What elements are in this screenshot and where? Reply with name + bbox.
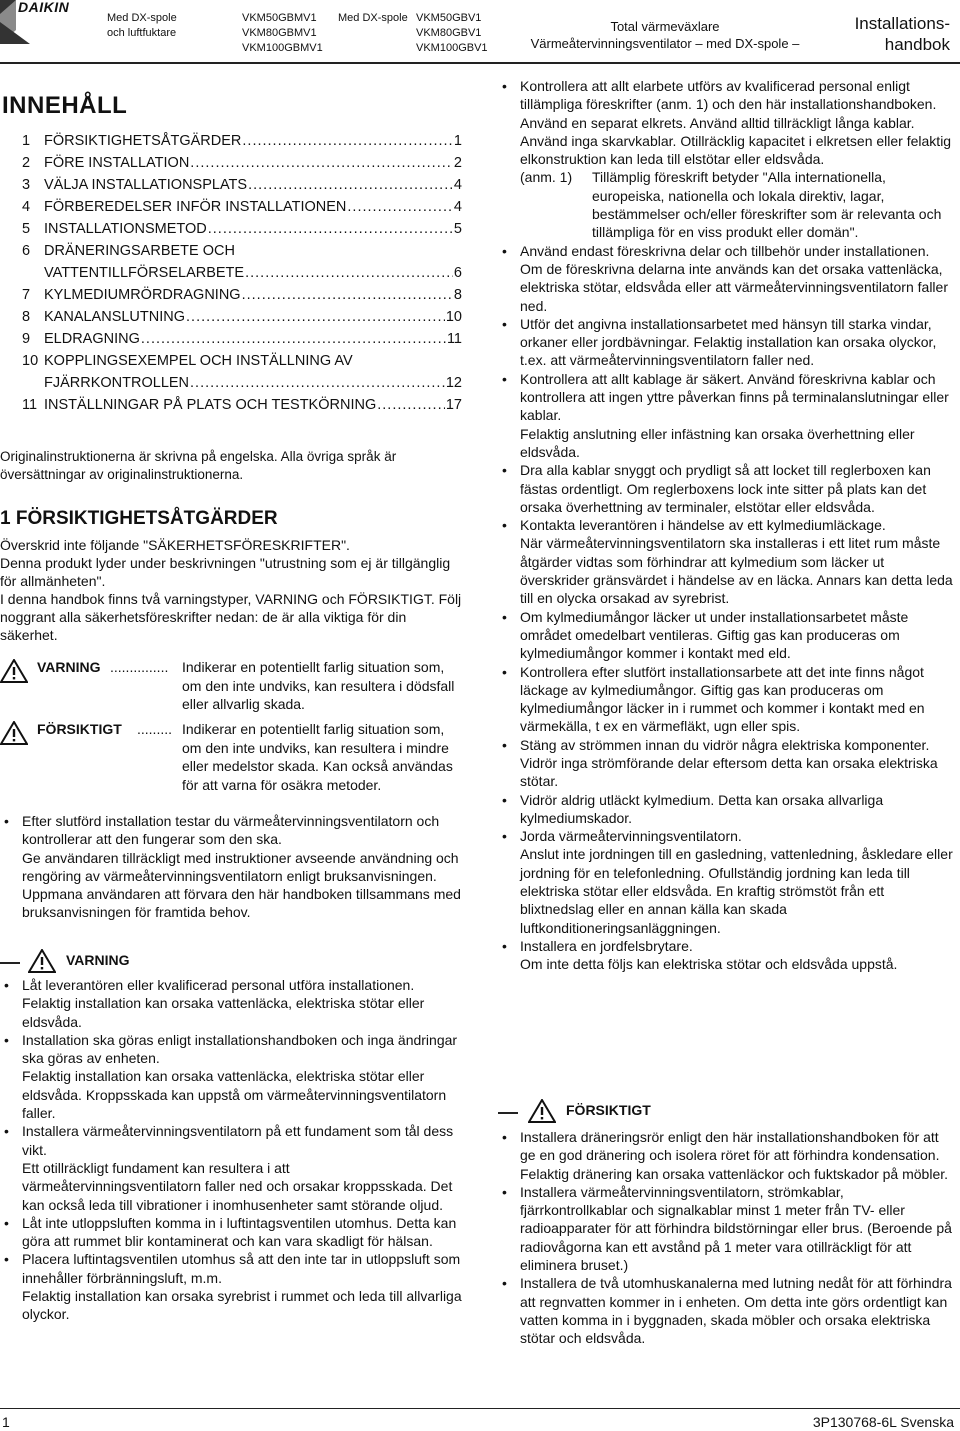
- toc-page: 5: [453, 221, 462, 237]
- toc-text: KOPPLINGSEXEMPEL OCH INSTÄLLNING AV: [44, 353, 353, 369]
- header-line: Värmeåtervinningsventilator – med DX-spole –: [530, 36, 800, 51]
- toc-text: ELDRAGNING: [44, 331, 140, 347]
- toc-leader: [208, 218, 453, 240]
- toc-num: 3: [22, 177, 31, 193]
- list-item: [498, 242, 953, 315]
- list-item-text: Låt leverantören eller kvalificerad personal utföra installationen. Felaktig installation kan orsaka vattenläcka, elektriska stötar eller eldsvåda.: [22, 977, 425, 1030]
- list-item-text: När värmeåtervinningsventilatorn ska installeras i ett litet rum måste åtgärder vidtas som förhindrar att kylmedium som läcker ut överskrider gränsvärdet i händelse av en läcka. Annars kan detta leda till en olycka orsakad av syrebrist.: [520, 535, 953, 607]
- heading-rule: [498, 1112, 518, 1114]
- toc-entry[interactable]: [22, 284, 462, 306]
- varning-list: [0, 976, 462, 1324]
- header-line: VKM80GBMV1: [242, 27, 317, 39]
- toc-title: INNEHÅLL: [2, 92, 128, 119]
- list-item: [0, 1031, 462, 1122]
- header-line: VKM50GBV1: [416, 12, 482, 24]
- header-line: VKM100GBMV1: [242, 42, 323, 54]
- section-title: 1 FÖRSIKTIGHETSÅTGÄRDER: [0, 508, 278, 529]
- toc-text: FÖRBEREDELSER INFÖR INSTALLATIONEN: [44, 199, 347, 215]
- toc-entry[interactable]: [22, 350, 462, 372]
- list-item-text: Felaktig installation kan orsaka vattenläcka, elektriska stötar eller eldsvåda. Kroppsskada kan uppstå om värmeåtervinningsventilatorn faller.: [22, 1068, 447, 1122]
- toc-text: VÄLJA INSTALLATIONSPLATS: [44, 177, 248, 193]
- toc-leader: [186, 306, 445, 328]
- toc-entry[interactable]: [22, 240, 462, 262]
- footnote-text: Tillämplig föreskrift betyder "Alla internationella, europeiska, nationella och lokala direktiv, lagar, bestämmelser och/eller föreskrifter som är relevanta och tillämpliga för en viss produkt eller domän".: [592, 169, 942, 241]
- list-item: [0, 1250, 462, 1323]
- list-item-text: Installera en jordfelsbrytare.: [520, 937, 693, 954]
- heading-rule: [0, 962, 20, 964]
- header-line: Total värmeväxlare: [610, 19, 720, 34]
- footer-rule: [0, 1408, 960, 1409]
- footnote: [498, 168, 953, 241]
- header-model-desc-2: [338, 11, 408, 26]
- list-item: [498, 370, 953, 461]
- list-item: [0, 1122, 462, 1213]
- toc-entry[interactable]: [22, 174, 462, 196]
- list-item-text: Installera värmeåtervinningsventilatorn, strömkablar, fjärrkontrollkablar och signalkablar minst 1 meter från TV- eller radioapparater för att förhindra bildstörningar eller brus. (Beroende på radiovågorna kan ett avstånd på 1 meter vara otillräckligt för att eliminera bruset.): [520, 1183, 952, 1274]
- header-line: VKM80GBV1: [416, 27, 482, 39]
- header-line: Installations-: [854, 14, 950, 33]
- toc-leader: [377, 394, 445, 416]
- paragraph: Överskrid inte följande "SÄKERHETSFÖRESKRIFTER".: [0, 537, 350, 553]
- toc-entry[interactable]: [22, 196, 462, 218]
- list-item-text: Utför det angivna installationsarbetet med hänsyn till starka vindar, orkaner eller jordbävningar. Felaktig installation kan orsaka olyckor, t.ex. att värmeåtervinningsventilatorn faller ned.: [520, 315, 937, 369]
- list-item-text: Kontrollera att allt kablage är säkert. Använd föreskrivna kablar och kontrollera att ingen yttre påverkan finns på terminalanslutningar eller kablar.: [520, 370, 949, 424]
- list-item: [498, 1128, 953, 1183]
- header-models-2: [416, 11, 488, 56]
- list-item-text: Kontrollera efter slutfört installationsarbete att det inte finns något läckage av kylmediumångor. Giftig gas kan produceras om kylmediumångor läcker in i rummet och kommer i kontakt med en värmekälla, t ex en värmefläkt, ugn eller spis.: [520, 663, 925, 735]
- list-item: [498, 608, 953, 663]
- list-item-text: Installera dräneringsrör enligt den här installationshandboken för att ge en god dränering och isolera röret för att förhindra kondensation. Felaktig dränering kan orsaka vattenläckor och fuktskador på möbler.: [520, 1129, 949, 1182]
- toc-entry[interactable]: [22, 130, 462, 152]
- toc-text: FÖRSIKTIGHETSÅTGÄRDER: [44, 133, 242, 149]
- toc-page: 2: [453, 155, 462, 171]
- list-item-text: Vidrör aldrig utläckt kylmedium. Detta kan orsaka allvarliga kylmediumskador.: [520, 791, 884, 826]
- toc-leader: [245, 262, 453, 284]
- definition-text: Indikerar en potentiellt farlig situation som, om den inte undviks, kan resultera i mindre eller medelstor skada. Kan också användas för att varna för osäkra metoder.: [182, 721, 453, 793]
- varning-heading: [0, 952, 470, 974]
- list-item-text: Om kylmediumångor läcker ut under installationsarbetet måste området omedelbart ventileras. Giftig gas kan produceras om kylmediumångor kommer i kontakt med eld.: [520, 608, 909, 662]
- table-of-contents: [22, 130, 462, 416]
- toc-text: FJÄRRKONTROLLEN: [44, 375, 190, 391]
- toc-text: FÖRE INSTALLATION: [44, 155, 190, 171]
- list-item-text: Anslut inte jordningen till en gasledning, vattenledning, åskledare eller jordning för en telefonledning. Ofullständig jordning kan leda till elektriska stötar eller eldsvåda. En kraftig strömstöt från ett blixtnedslag eller en annan källa kan skada luftkonditioneringsanläggningen.: [520, 846, 953, 936]
- list-item: [0, 812, 462, 922]
- header-line: och luftfuktare: [107, 27, 177, 39]
- toc-entry[interactable]: [22, 394, 462, 416]
- header-line: VKM100GBV1: [416, 42, 488, 54]
- toc-text: INSTÄLLNINGAR PÅ PLATS OCH TESTKÖRNING: [44, 397, 377, 413]
- list-item-text: Felaktig installation kan orsaka syrebrist i rummet och leda till allvarliga olyckor.: [22, 1288, 462, 1323]
- toc-leader: [242, 130, 453, 152]
- warning-triangle-icon: [28, 949, 56, 973]
- definition-forsiktigt: [0, 720, 470, 810]
- toc-text: KYLMEDIUMRÖRDRAGNING: [44, 287, 241, 303]
- definition-label: VARNING: [37, 659, 101, 675]
- toc-page: 17: [445, 397, 462, 413]
- toc-num: 11: [22, 397, 38, 413]
- toc-leader: [141, 328, 446, 350]
- toc-page: 1: [453, 133, 462, 149]
- toc-num: 7: [22, 287, 31, 303]
- list-item-text: Dra alla kablar snyggt och prydligt så att locket till reglerboxen kan fästas ordentligt. Om reglerboxens lock inte sitter på plats kan det orsaka överhettning av terminaler, elstötar eller eldsvåda.: [520, 462, 931, 515]
- toc-leader: [248, 174, 453, 196]
- header-line: handbok: [884, 35, 950, 54]
- list-item: [498, 791, 953, 828]
- header-models-1: [242, 11, 323, 56]
- toc-num: 1: [22, 133, 31, 149]
- toc-entry[interactable]: [22, 328, 462, 350]
- toc-num: 8: [22, 309, 31, 325]
- toc-num: 9: [22, 331, 31, 347]
- list-item-text: Om inte detta följs kan elektriska stötar och eldsvåda uppstå.: [520, 956, 898, 973]
- page-number: 1: [2, 1414, 10, 1430]
- toc-leader: [190, 152, 453, 174]
- forsiktigt-list: [498, 1128, 953, 1348]
- list-item: [0, 976, 462, 1031]
- toc-entry[interactable]: [22, 218, 462, 240]
- toc-leader: [347, 196, 453, 218]
- header-rule: [0, 62, 960, 64]
- header-line: Med DX-spole: [107, 12, 177, 24]
- list-item-text: Installera värmeåtervinningsventilatorn på ett fundament som tål dess vikt.: [22, 1123, 454, 1158]
- list-item: [498, 827, 953, 937]
- list-item-text: Kontakta leverantören i händelse av ett kylmediumläckage.: [520, 517, 886, 534]
- list-item: [498, 937, 953, 974]
- toc-num: 5: [22, 221, 31, 237]
- list-item: [0, 1214, 462, 1251]
- list-item-text: Kontrollera att allt elarbete utförs av kvalificerad personal enligt tillämpliga föreskrifter (anm. 1) och den här installationshandboken. Använd en separat elkrets. Använd alltid tillräckligt långa kablar. Använd inga skarvkablar. Otillräcklig kapacitet i elkretsen eller felaktig elkonstruktion kan leda till elstötar eller eldsvåda.: [520, 78, 952, 168]
- list-item-text: Ett otillräckligt fundament kan resultera i att värmeåtervinningsventilatorn faller ned och orsakar kroppsskada. Det kan också leda till vibrationer i inomhusenheter samt störande oljud.: [22, 1159, 453, 1213]
- caution-triangle-icon: [528, 1099, 556, 1123]
- caution-triangle-icon: [0, 721, 28, 745]
- list-item: [498, 1274, 953, 1347]
- header-line: Med DX-spole: [338, 12, 408, 24]
- toc-page: 10: [445, 309, 462, 325]
- definition-text: Indikerar en potentiellt farlig situation som, om den inte undviks, kan resultera i dödsfall eller allvarlig skada.: [182, 659, 455, 713]
- definition-leader: ...............: [110, 659, 169, 675]
- varning-label: VARNING: [66, 952, 130, 968]
- definition-varning: [0, 658, 470, 720]
- toc-entry-continued[interactable]: [22, 262, 462, 284]
- toc-page: 11: [446, 331, 462, 347]
- list-item-text: Installation ska göras enligt installationshandboken och inga ändringar ska göras av enheten.: [22, 1031, 458, 1067]
- toc-page: 8: [453, 287, 462, 303]
- list-item-text: Stäng av strömmen innan du vidrör några elektriska komponenter. Vidrör inga strömförande delar eftersom detta kan orsaka elektriska stötar.: [520, 736, 938, 790]
- toc-num: 4: [22, 199, 31, 215]
- list-item-text: Felaktig anslutning eller infästning kan orsaka överhettning eller eldsvåda.: [520, 425, 915, 460]
- header-model-desc-1: [107, 11, 177, 41]
- forsiktigt-label: FÖRSIKTIGT: [566, 1102, 651, 1118]
- list-item: [498, 736, 953, 791]
- list-item: [498, 315, 953, 370]
- toc-entry[interactable]: [22, 152, 462, 174]
- toc-leader: [242, 284, 453, 306]
- toc-entry-continued[interactable]: [22, 372, 462, 394]
- toc-num: 10: [22, 353, 39, 369]
- list-item-text: Använd endast föreskrivna delar och tillbehör under installationen. Om de föreskrivna delarna inte används kan det orsaka vattenläcka, elektriska stötar, eldsvåda eller att värmeåtervinningsventilatorn faller ned.: [520, 242, 948, 314]
- list-item-text: Låt inte utloppsluften komma in i luftintagsventilen utomhus. Detta kan göra att rummet blir kontaminerat och kan vara skadligt för hälsan.: [22, 1214, 457, 1250]
- list-item-text: Jorda värmeåtervinningsventilatorn.: [520, 828, 742, 845]
- footnote-label: (anm. 1): [520, 169, 573, 186]
- toc-leader: [190, 372, 445, 394]
- list-item-text: Placera luftintagsventilen utomhus så att den inte tar in utloppsluft som innehåller förbränningsluft, m.m.: [22, 1251, 461, 1286]
- toc-text: KANALANSLUTNING: [44, 309, 186, 325]
- warning-triangle-icon: [0, 659, 28, 683]
- list-item-text: Installera de två utomhuskanalerna med lutning nedåt för att förhindra att regnvatten kommer in i enheten. Om detta inte görs ordentligt kan vatten komma in i byggnaden, skada möbler och orsaka elektriska stötar och eldsvåda.: [520, 1275, 952, 1347]
- section-intro: [0, 536, 462, 644]
- paragraph: I denna handbok finns två varningstyper, VARNING och FÖRSIKTIGT. Följ noggrant alla säkerhetsföreskrifter nedan: de är alla viktiga för din säkerhet.: [0, 591, 462, 643]
- after-install-notes: [0, 812, 462, 922]
- list-item: [498, 1183, 953, 1274]
- header-line: VKM50GBMV1: [242, 12, 317, 24]
- toc-page: 4: [453, 177, 462, 193]
- toc-text: DRÄNERINGSARBETE OCH: [44, 243, 235, 259]
- translation-note: Originalinstruktionerna är skrivna på engelska. Alla övriga språk är översättningar av originalinstruktionerna.: [0, 449, 397, 482]
- header-doc-type: [855, 13, 950, 55]
- toc-entry[interactable]: [22, 306, 462, 328]
- toc-num: 2: [22, 155, 31, 171]
- definition-label: FÖRSIKTIGT: [37, 721, 122, 737]
- brand-name: DAIKIN: [18, 0, 70, 15]
- toc-text: INSTALLATIONSMETOD: [44, 221, 207, 237]
- list-item: [498, 461, 953, 516]
- paragraph: Denna produkt lyder under beskrivningen "utrustning som ej är tillgänglig för allmänheten".: [0, 555, 451, 589]
- document-number: 3P130768-6L Svenska: [812, 1414, 954, 1430]
- toc-page: 4: [453, 199, 462, 215]
- list-item: [498, 77, 953, 168]
- toc-page: 6: [453, 265, 462, 281]
- list-item: [498, 516, 953, 607]
- header-product-title: [510, 18, 820, 52]
- list-item: [498, 663, 953, 736]
- toc-text: VATTENTILLFÖRSELARBETE: [44, 265, 245, 281]
- list-item-text: Efter slutförd installation testar du värmeåtervinningsventilatorn och kontrollerar att den fungerar som den ska.: [22, 813, 440, 848]
- definition-leader: .........: [137, 721, 173, 737]
- list-item-text: Ge användaren tillräckligt med instruktioner avseende användning och rengöring av värmeåtervinningsventilatorn enligt bruksanvisningen. Uppmana användaren att förvara den här handboken tillsammans med bruksanvisningen för framtida behov.: [22, 849, 461, 921]
- forsiktigt-heading: [498, 1102, 953, 1124]
- varning-list-continued: [498, 77, 953, 974]
- toc-page: 12: [445, 375, 462, 391]
- toc-num: 6: [22, 243, 31, 259]
